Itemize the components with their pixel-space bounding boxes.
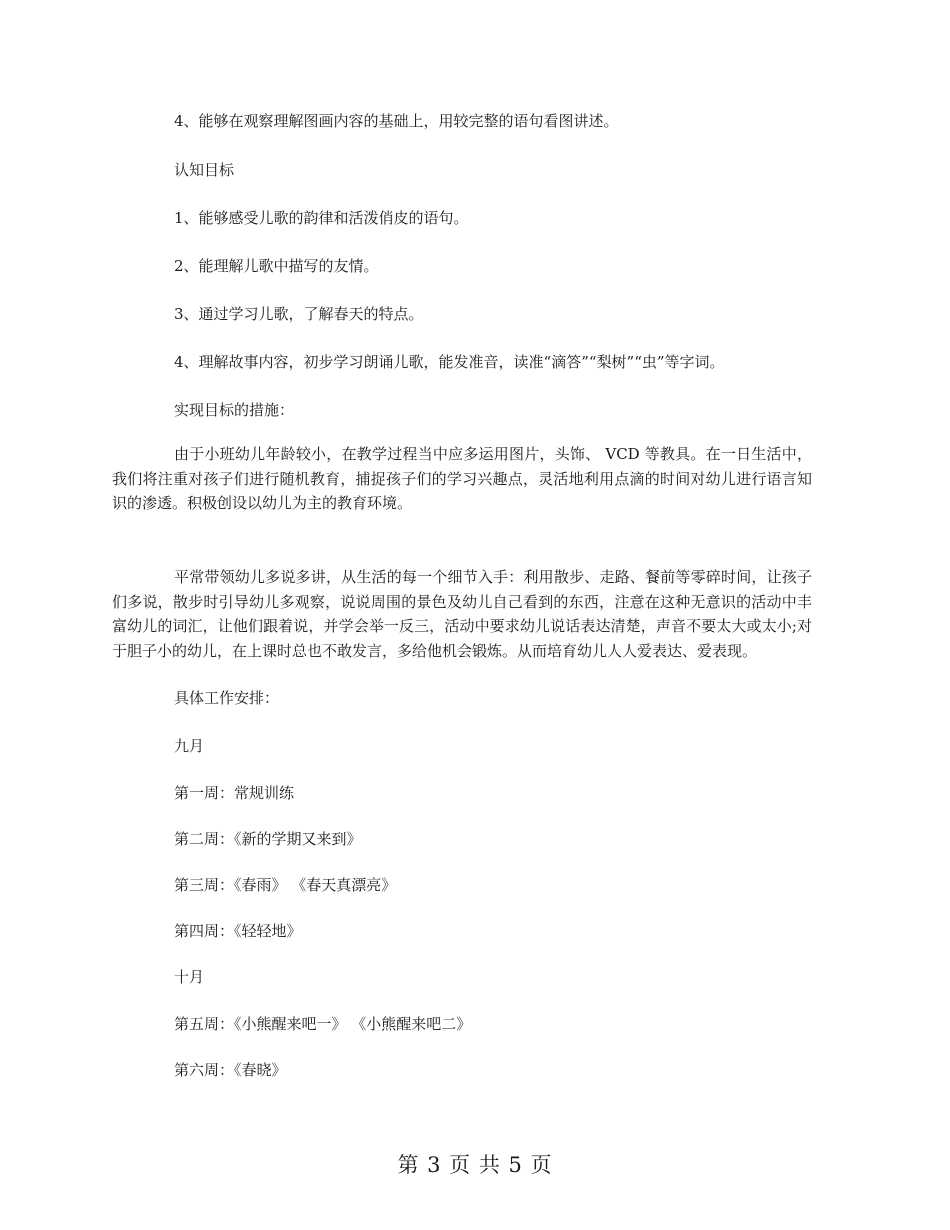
schedule-week-2: 第二周：《新的学期又来到》 (174, 830, 362, 848)
cognitive-item-4: 4、理解故事内容，初步学习朗诵儿歌，能发准音，读准“滴答”“梨树”“虫”等字词。 (174, 353, 725, 371)
measures-paragraph-1: 由于小班幼儿年龄较小，在教学过程当中应多运用图片，头饰、 VCD 等教具。在一日生活中，我们将注重对孩子们进行随机教育，捕捉孩子们的学习兴趣点，灵活地利用点滴的时间对幼儿进行语言知识的渗透。积极创设以幼儿为主的教育环境。 (112, 445, 812, 512)
schedule-week-1: 第一周：常规训练 (174, 784, 295, 802)
section-heading-cognitive-goals: 认知目标 (174, 161, 235, 179)
month-heading-october: 十月 (174, 968, 205, 986)
schedule-week-6: 第六周：《春晓》 (174, 1061, 287, 1079)
section-heading-work-plan: 具体工作安排： (174, 689, 280, 707)
cognitive-item-3: 3、通过学习儿歌，了解春天的特点。 (174, 305, 424, 323)
schedule-week-4: 第四周：《轻轻地》 (174, 922, 302, 940)
cognitive-item-2: 2、能理解儿歌中描写的友情。 (174, 257, 379, 275)
schedule-week-3: 第三周：《春雨》 《春天真漂亮》 (174, 876, 397, 894)
measures-paragraph-2: 平常带领幼儿多说多讲，从生活的每一个细节入手：利用散步、走路、餐前等零碎时间，让孩子们多说，散步时引导幼儿多观察，说说周围的景色及幼儿自己看到的东西，注意在这种无意识的活动中丰富幼儿的词汇，让他们跟着说，并学会举一反三，活动中要求幼儿说话表达清楚，声音不要太大或太小;对于胆子小的幼儿，在上课时总也不敢发言，多给他机会锻炼。从而培育幼儿人人爱表达、爱表现。 (112, 568, 812, 660)
month-heading-september: 九月 (174, 737, 205, 755)
section-heading-measures: 实现目标的措施： (174, 401, 295, 419)
objective-item-4-speech: 4、能够在观察理解图画内容的基础上，用较完整的语句看图讲述。 (174, 112, 619, 130)
page-number-footer: 第 3 页 共 5 页 (397, 1153, 553, 1177)
schedule-week-5: 第五周：《小熊醒来吧一》 《小熊醒来吧二》 (174, 1015, 472, 1033)
cognitive-item-1: 1、能够感受儿歌的韵律和活泼俏皮的语句。 (174, 209, 469, 227)
